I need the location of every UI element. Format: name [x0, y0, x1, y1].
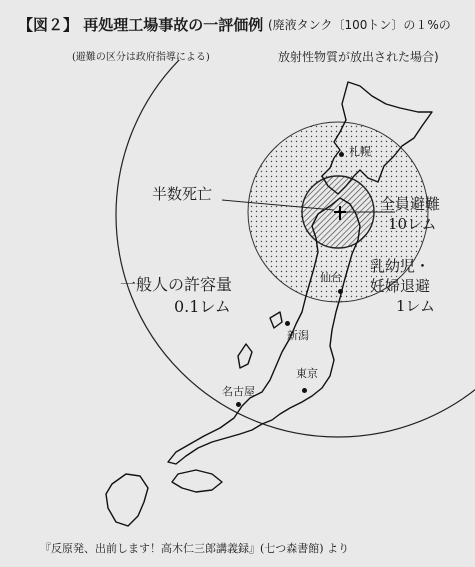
label-pregnant: 妊婦退避	[370, 277, 431, 295]
label-half-death: 半数死亡	[152, 185, 213, 203]
source-citation: 『反原発、出前します！高木仁三郎講義録』(七つ森書館) より	[40, 542, 350, 555]
label-infants-dose: 1レム	[396, 297, 435, 315]
figure-note-line2: 放射性物質が放出された場合)	[278, 50, 439, 64]
sado-outline	[270, 312, 282, 328]
city-niigata: 新潟	[287, 329, 309, 342]
city-sapporo: 札幌	[349, 145, 371, 158]
label-all-evacuation: 全員避難	[380, 195, 441, 213]
city-sendai: 仙台	[320, 271, 342, 284]
label-all-evacuation-dose: 10レム	[388, 215, 437, 233]
noto-peninsula	[238, 344, 252, 368]
city-nagoya: 名古屋	[222, 385, 255, 398]
shikoku-outline	[172, 470, 222, 492]
label-public-limit-dose: 0.1レム	[174, 297, 231, 316]
figure-note-line1: (廃液タンク〔100トン〕の１%の	[268, 18, 451, 32]
tokyo-dot	[302, 388, 307, 393]
nagoya-dot	[236, 402, 241, 407]
label-infants: 乳幼児・	[370, 257, 431, 275]
city-tokyo: 東京	[296, 367, 318, 380]
label-public-limit: 一般人の許容量	[120, 275, 233, 294]
kyushu-outline	[106, 474, 148, 526]
evacuation-note: (避難の区分は政府指導による)	[72, 52, 210, 63]
sapporo-dot	[339, 152, 344, 157]
figure-title: 【図２】 再処理工場事故の一評価例	[18, 16, 264, 34]
sendai-dot	[338, 289, 343, 294]
niigata-dot	[285, 321, 290, 326]
